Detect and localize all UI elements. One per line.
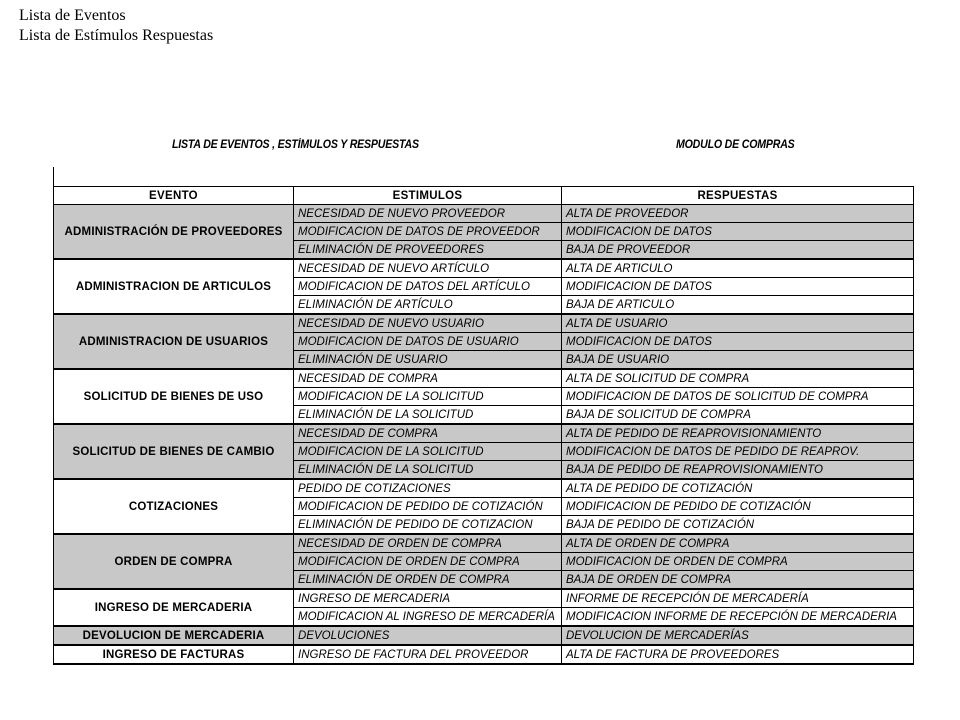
- stimulus-cell: ELIMINACIÓN DE ORDEN DE COMPRA: [294, 571, 562, 590]
- event-cell: ADMINISTRACIÓN DE PROVEEDORES: [54, 205, 294, 260]
- left-rule: [53, 167, 54, 187]
- response-cell: ALTA DE SOLICITUD DE COMPRA: [562, 369, 914, 388]
- response-cell: MODIFICACION DE ORDEN DE COMPRA: [562, 553, 914, 571]
- stimulus-cell: MODIFICACION DE LA SOLICITUD: [294, 388, 562, 406]
- event-cell: SOLICITUD DE BIENES DE USO: [54, 369, 294, 424]
- table-row: [54, 645, 914, 664]
- table-row: [54, 205, 914, 223]
- stimulus-cell: MODIFICACION DE ORDEN DE COMPRA: [294, 553, 562, 571]
- response-cell: MODIFICACION DE DATOS DE PEDIDO DE REAPROV.: [562, 443, 914, 461]
- response-cell: MODIFICACION DE DATOS: [562, 223, 914, 241]
- slide-links: [19, 6, 213, 46]
- stimulus-cell: ELIMINACIÓN DE LA SOLICITUD: [294, 406, 562, 425]
- table-row: [54, 589, 914, 608]
- stimulus-cell: DEVOLUCIONES: [294, 626, 562, 645]
- response-cell: ALTA DE ORDEN DE COMPRA: [562, 534, 914, 553]
- response-cell: BAJA DE PROVEEDOR: [562, 241, 914, 260]
- stimulus-cell: MODIFICACION AL INGRESO DE MERCADERÍA: [294, 608, 562, 627]
- event-cell: ADMINISTRACION DE ARTICULOS: [54, 259, 294, 314]
- stimulus-cell: MODIFICACION DE DATOS DE USUARIO: [294, 333, 562, 351]
- response-cell: BAJA DE PEDIDO DE COTIZACIÓN: [562, 516, 914, 535]
- document-title: LISTA DE EVENTOS , ESTÍMULOS Y RESPUESTAS: [172, 139, 419, 151]
- response-cell: ALTA DE USUARIO: [562, 314, 914, 333]
- stimulus-cell: ELIMINACIÓN DE PEDIDO DE COTIZACION: [294, 516, 562, 535]
- response-cell: MODIFICACION DE DATOS DE SOLICITUD DE COMPRA: [562, 388, 914, 406]
- stimulus-cell: NECESIDAD DE ORDEN DE COMPRA: [294, 534, 562, 553]
- response-cell: DEVOLUCION DE MERCADERÍAS: [562, 626, 914, 645]
- response-cell: MODIFICACION INFORME DE RECEPCIÓN DE MERCADERIA: [562, 608, 914, 627]
- response-cell: BAJA DE ORDEN DE COMPRA: [562, 571, 914, 590]
- response-cell: ALTA DE PEDIDO DE REAPROVISIONAMIENTO: [562, 424, 914, 443]
- event-cell: ADMINISTRACION DE USUARIOS: [54, 314, 294, 369]
- header-evento: EVENTO: [54, 187, 294, 205]
- stimulus-cell: MODIFICACION DE DATOS DEL ARTÍCULO: [294, 278, 562, 296]
- stimulus-cell: INGRESO DE FACTURA DEL PROVEEDOR: [294, 645, 562, 664]
- table-body: [54, 205, 914, 665]
- stimuli-link[interactable]: Lista de Estímulos Respuestas: [19, 27, 214, 44]
- response-cell: ALTA DE FACTURA DE PROVEEDORES: [562, 645, 914, 664]
- stimulus-cell: NECESIDAD DE COMPRA: [294, 369, 562, 388]
- response-cell: ALTA DE PROVEEDOR: [562, 205, 914, 223]
- table-row: [54, 314, 914, 333]
- response-cell: MODIFICACION DE DATOS: [562, 278, 914, 296]
- response-cell: BAJA DE PEDIDO DE REAPROVISIONAMIENTO: [562, 461, 914, 480]
- response-cell: MODIFICACION DE PEDIDO DE COTIZACIÓN: [562, 498, 914, 516]
- response-cell: BAJA DE ARTICULO: [562, 296, 914, 315]
- events-link[interactable]: Lista de Eventos: [19, 7, 126, 24]
- events-table: [53, 186, 914, 665]
- response-cell: MODIFICACION DE DATOS: [562, 333, 914, 351]
- table-header-row: [54, 187, 914, 205]
- module-title: MODULO DE COMPRAS: [676, 139, 795, 151]
- table-row: [54, 534, 914, 553]
- stimulus-cell: NECESIDAD DE NUEVO PROVEEDOR: [294, 205, 562, 223]
- event-cell: SOLICITUD DE BIENES DE CAMBIO: [54, 424, 294, 479]
- event-cell: ORDEN DE COMPRA: [54, 534, 294, 589]
- response-cell: ALTA DE PEDIDO DE COTIZACIÓN: [562, 479, 914, 498]
- stimulus-cell: PEDIDO DE COTIZACIONES: [294, 479, 562, 498]
- stimulus-cell: NECESIDAD DE COMPRA: [294, 424, 562, 443]
- table-row: [54, 369, 914, 388]
- response-cell: BAJA DE SOLICITUD DE COMPRA: [562, 406, 914, 425]
- table-row: [54, 626, 914, 645]
- stimulus-cell: ELIMINACIÓN DE USUARIO: [294, 351, 562, 370]
- table-row: [54, 424, 914, 443]
- stimulus-cell: MODIFICACION DE DATOS DE PROVEEDOR: [294, 223, 562, 241]
- table-row: [54, 479, 914, 498]
- response-cell: ALTA DE ARTICULO: [562, 259, 914, 278]
- header-estimulos: ESTIMULOS: [294, 187, 562, 205]
- stimulus-cell: ELIMINACIÓN DE PROVEEDORES: [294, 241, 562, 260]
- stimulus-cell: ELIMINACIÓN DE ARTÍCULO: [294, 296, 562, 315]
- response-cell: INFORME DE RECEPCIÓN DE MERCADERÍA: [562, 589, 914, 608]
- response-cell: BAJA DE USUARIO: [562, 351, 914, 370]
- table-row: [54, 259, 914, 278]
- event-cell: INGRESO DE MERCADERIA: [54, 589, 294, 626]
- stimulus-cell: MODIFICACION DE LA SOLICITUD: [294, 443, 562, 461]
- stimulus-cell: MODIFICACION DE PEDIDO DE COTIZACIÓN: [294, 498, 562, 516]
- stimulus-cell: INGRESO DE MERCADERIA: [294, 589, 562, 608]
- event-cell: COTIZACIONES: [54, 479, 294, 534]
- event-cell: INGRESO DE FACTURAS: [54, 645, 294, 664]
- stimulus-cell: NECESIDAD DE NUEVO USUARIO: [294, 314, 562, 333]
- event-cell: DEVOLUCION DE MERCADERIA: [54, 626, 294, 645]
- stimulus-cell: NECESIDAD DE NUEVO ARTÍCULO: [294, 259, 562, 278]
- header-respuestas: RESPUESTAS: [562, 187, 914, 205]
- stimulus-cell: ELIMINACIÓN DE LA SOLICITUD: [294, 461, 562, 480]
